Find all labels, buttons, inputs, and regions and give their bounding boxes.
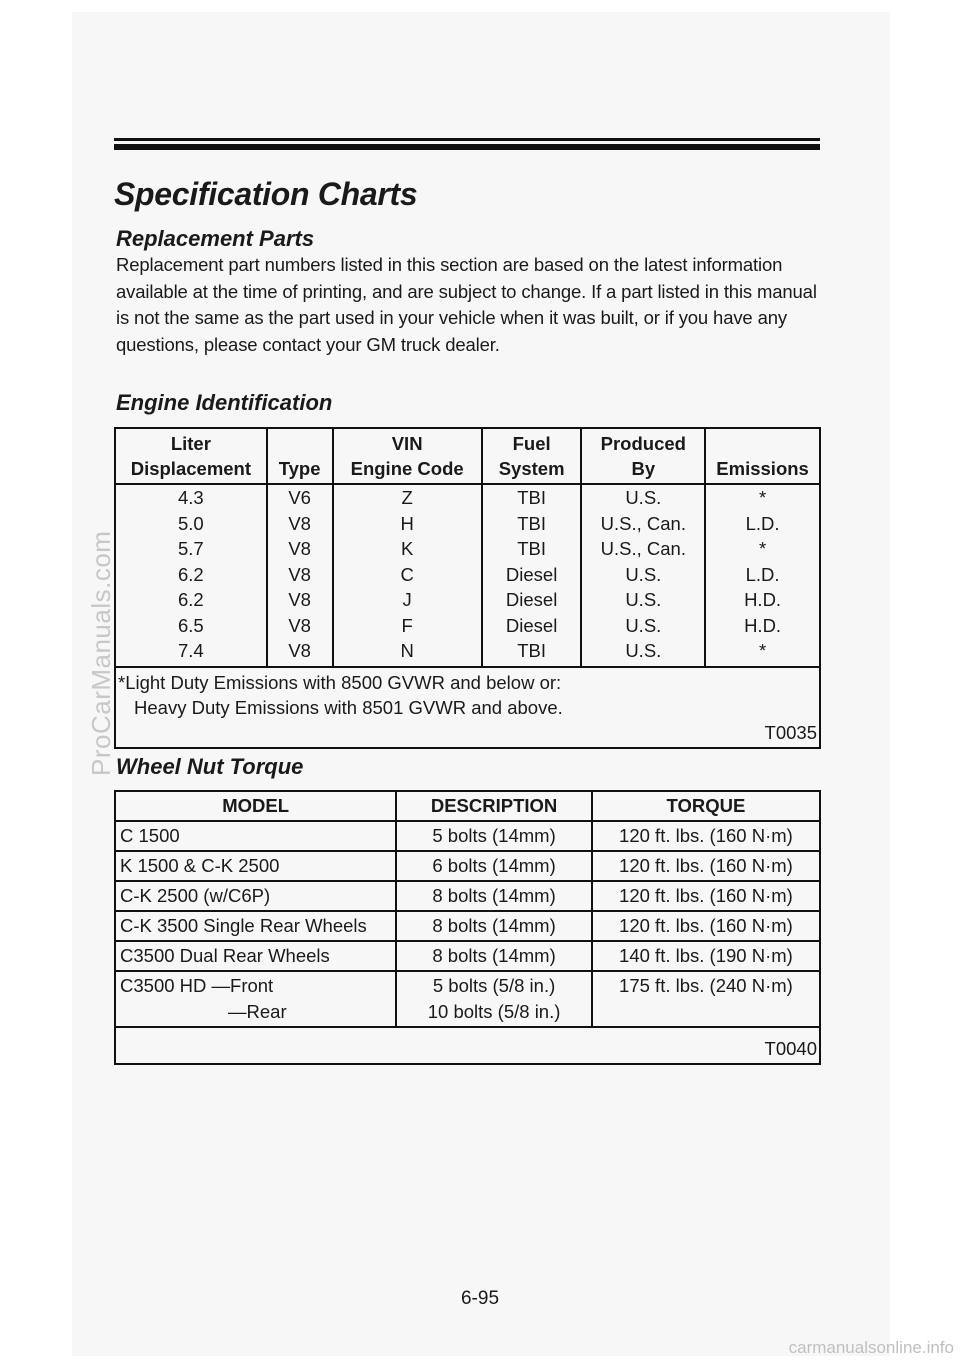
engine-cell: V8	[288, 589, 311, 610]
torque-header-cell: MODEL	[115, 791, 396, 821]
engine-cell: V8	[288, 512, 311, 534]
engine-cell: *	[758, 640, 767, 661]
torque-model-text: C 1500	[120, 825, 180, 846]
engine-header-cell	[482, 428, 582, 484]
engine-table-body	[115, 484, 820, 667]
torque-model-text: C3500 HD —Front	[120, 975, 274, 996]
engine-header-text: Displacement	[130, 458, 252, 479]
replacement-parts-text: Replacement part numbers listed in this section are based on the latest information available at the time of printing, and are subject to change. If a part listed in this manual is not the same as the part used in your vehicle when it was built, or if you have any questions, please contact your GM truck dealer.	[116, 254, 817, 355]
torque-table-body	[115, 821, 820, 1064]
engine-column	[333, 484, 482, 667]
torque-code-row	[115, 1027, 820, 1064]
table-row	[115, 821, 820, 851]
engine-cell: TBI	[517, 512, 546, 534]
engine-table-footnote	[115, 667, 820, 748]
engine-column	[581, 484, 705, 667]
engine-cell: Diesel	[505, 589, 558, 610]
torque-model-cell	[115, 911, 396, 941]
torque-value-cell: 120 ft. lbs. (160 N·m)	[592, 881, 820, 911]
wheel-nut-torque-table	[114, 790, 821, 1065]
engine-cell: U.S.	[625, 589, 662, 610]
engine-cell: Diesel	[505, 614, 558, 636]
torque-model-text: K 1500 & C-K 2500	[120, 855, 280, 876]
engine-cell: U.S., Can.	[600, 512, 686, 534]
engine-cell: 5.7	[178, 538, 204, 559]
engine-cell: TBI	[517, 640, 546, 661]
engine-cell: C	[400, 563, 414, 585]
torque-model-cell	[115, 851, 396, 881]
torque-description-cell	[396, 911, 592, 941]
engine-column	[705, 484, 820, 667]
engine-cell: *	[758, 487, 767, 508]
torque-model-cell	[115, 941, 396, 971]
engine-cell: U.S.	[625, 640, 662, 661]
engine-table-code: T0035	[764, 721, 817, 743]
engine-identification-heading: Engine Identification	[116, 390, 333, 415]
torque-table-header	[115, 791, 820, 821]
table-row	[115, 971, 820, 1027]
torque-header-cell: TORQUE	[592, 791, 820, 821]
torque-model-cell	[115, 881, 396, 911]
table-row	[115, 941, 820, 971]
torque-description-cell	[396, 851, 592, 881]
engine-header-text: By	[631, 458, 656, 479]
engine-header-cell	[267, 428, 333, 484]
engine-header-cell	[581, 428, 705, 484]
torque-description-text: 5 bolts (14mm)	[432, 825, 556, 846]
engine-cell: U.S., Can.	[600, 538, 686, 559]
engine-cell: Diesel	[505, 563, 558, 585]
engine-header-cell	[333, 428, 482, 484]
engine-cell: TBI	[517, 538, 546, 559]
engine-column	[115, 484, 267, 667]
torque-model-text: C-K 3500 Single Rear Wheels	[120, 915, 367, 936]
torque-description-text: 8 bolts (14mm)	[432, 915, 556, 936]
replacement-parts-heading: Replacement Parts	[116, 226, 315, 251]
engine-cell: 7.4	[178, 640, 204, 661]
engine-cell: L.D.	[745, 512, 780, 534]
engine-cell: V6	[288, 487, 311, 508]
engine-header-text: Emissions	[716, 458, 809, 479]
engine-cell: 4.3	[178, 487, 204, 508]
engine-cell: 6.2	[178, 589, 204, 610]
torque-description-text: 10 bolts (5/8 in.)	[427, 1001, 561, 1022]
engine-header-text: Liter	[170, 433, 211, 454]
torque-description-cell	[396, 971, 592, 1027]
torque-value-cell: 175 ft. lbs. (240 N·m)	[592, 971, 820, 1027]
table-row	[115, 851, 820, 881]
torque-description-text: 8 bolts (14mm)	[432, 945, 556, 966]
engine-cell: U.S.	[625, 563, 662, 585]
engine-cell: V8	[288, 563, 311, 585]
table-row	[115, 881, 820, 911]
section-rule	[114, 138, 820, 150]
engine-cell: 5.0	[178, 512, 204, 534]
torque-table-code: T0040	[115, 1027, 820, 1064]
torque-model-text: C3500 Dual Rear Wheels	[120, 945, 330, 966]
torque-value-cell: 140 ft. lbs. (190 N·m)	[592, 941, 820, 971]
engine-cell: Z	[401, 487, 413, 508]
engine-cell: H.D.	[744, 589, 782, 610]
engine-header-text: Type	[278, 458, 321, 479]
engine-column	[482, 484, 582, 667]
engine-cell: TBI	[517, 487, 546, 508]
page-title: Specification Charts	[114, 176, 418, 212]
torque-value-cell: 120 ft. lbs. (160 N·m)	[592, 821, 820, 851]
engine-header-text: Fuel	[512, 433, 551, 454]
footnote-light-duty: *Light Duty Emissions with 8500 GVWR and below or:	[118, 671, 562, 693]
engine-cell: V8	[288, 640, 311, 661]
engine-header-cell	[705, 428, 820, 484]
torque-description-cell	[396, 941, 592, 971]
engine-cell: V8	[288, 538, 311, 559]
engine-header-text: Engine Code	[350, 458, 464, 479]
page-number: 6-95	[460, 1288, 500, 1309]
torque-header-cell: DESCRIPTION	[396, 791, 592, 821]
engine-table-header	[115, 428, 820, 484]
table-row	[115, 911, 820, 941]
engine-cell: N	[400, 640, 414, 661]
engine-cell: U.S.	[625, 614, 662, 636]
engine-cell: L.D.	[745, 563, 780, 585]
engine-header-cell	[115, 428, 267, 484]
engine-cell: U.S.	[625, 487, 662, 508]
engine-header-text: VIN	[391, 433, 423, 454]
engine-header-text: System	[498, 458, 565, 479]
torque-model-cell	[115, 971, 396, 1027]
engine-identification-table	[114, 427, 821, 749]
engine-cell: 6.2	[178, 563, 204, 585]
engine-cell: H	[400, 512, 414, 534]
engine-cell: V8	[288, 614, 311, 636]
engine-cell: 6.5	[178, 614, 204, 636]
watermark-carmanualsonline: carmanualsonline.info	[788, 1338, 954, 1357]
torque-model-cell	[115, 821, 396, 851]
torque-description-cell	[396, 821, 592, 851]
torque-value-cell: 120 ft. lbs. (160 N·m)	[592, 851, 820, 881]
torque-value-cell: 120 ft. lbs. (160 N·m)	[592, 911, 820, 941]
engine-cell: H.D.	[744, 614, 782, 636]
engine-cell: *	[758, 538, 767, 559]
engine-column	[267, 484, 333, 667]
engine-header-text: Produced	[600, 433, 686, 454]
torque-description-text: 5 bolts (5/8 in.)	[432, 975, 556, 996]
torque-description-text: 6 bolts (14mm)	[432, 855, 556, 876]
torque-model-text: —Rear	[228, 1001, 287, 1022]
wheel-nut-torque-heading: Wheel Nut Torque	[116, 754, 304, 779]
torque-model-text: C-K 2500 (w/C6P)	[120, 885, 271, 906]
torque-description-cell	[396, 881, 592, 911]
watermark-procarmanuals: ProCarManuals.com	[86, 530, 116, 776]
torque-description-text: 8 bolts (14mm)	[432, 885, 556, 906]
footnote-heavy-duty: Heavy Duty Emissions with 8501 GVWR and above.	[134, 696, 563, 718]
engine-cell: J	[402, 589, 412, 610]
engine-cell: F	[401, 614, 413, 636]
engine-cell: K	[400, 538, 414, 559]
